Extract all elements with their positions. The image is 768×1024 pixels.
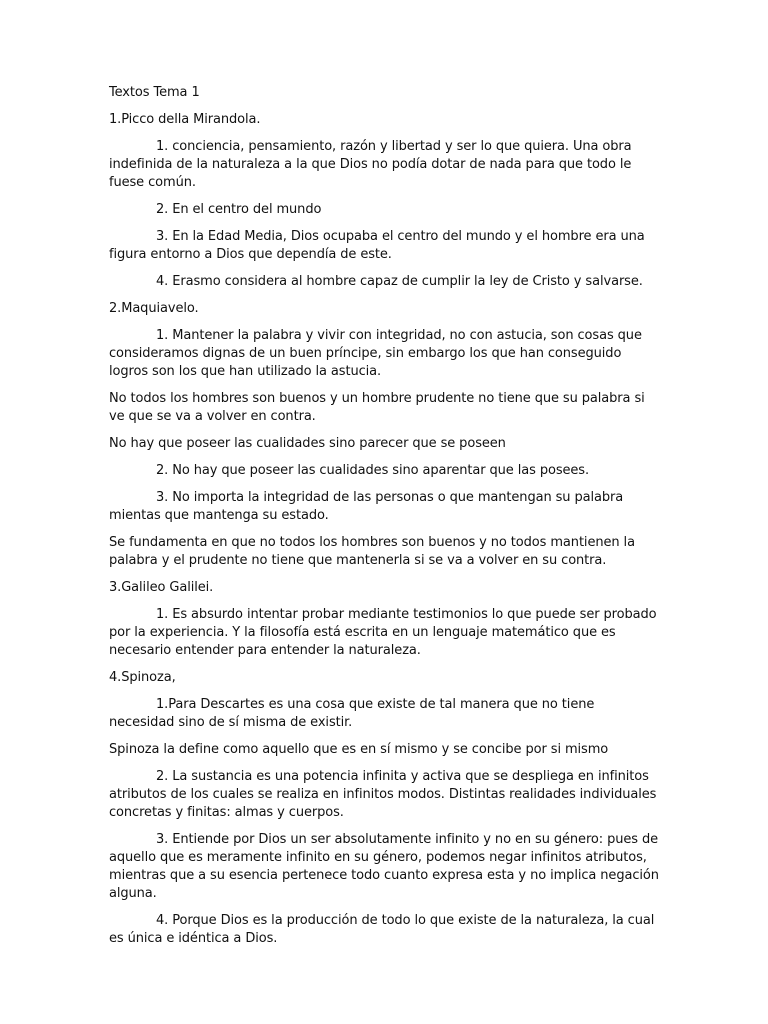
paragraph: No hay que poseer las cualidades sino parecer que se poseen (109, 436, 506, 451)
paragraph: Se fundamenta en que no todos los hombres son buenos y no todos mantienen la palabra y el prudente no tiene que mantenerla si se va a volver en su contra. (109, 535, 635, 568)
document-body (109, 84, 661, 957)
paragraph: 3. Entiende por Dios un ser absolutamente infinito y no en su género: pues de aquello que es meramente infinito en su género, podemos negar infinitos atributos, mientras que a su esencia pertenece todo cuanto expresa esta y no implica negación alguna. (109, 832, 659, 901)
paragraph: 4.Spinoza, (109, 670, 176, 685)
document-title: Textos Tema 1 (109, 85, 200, 100)
paragraph: 2.Maquiavelo. (109, 301, 199, 316)
paragraph: 3. En la Edad Media, Dios ocupaba el centro del mundo y el hombre era una figura entorno a Dios que dependía de este. (109, 229, 645, 262)
paragraph: 1.Picco della Mirandola. (109, 112, 261, 127)
paragraph: 1. Es absurdo intentar probar mediante testimonios lo que puede ser probado por la experiencia. Y la filosofía está escrita en un lenguaje matemático que es necesario entender para entender la naturaleza. (109, 607, 657, 658)
paragraph-list (109, 111, 661, 948)
paragraph: 1. Mantener la palabra y vivir con integridad, no con astucia, son cosas que consideramos dignas de un buen príncipe, sin embargo los que han conseguido logros son los que han utilizado la astucia. (109, 328, 642, 379)
paragraph: 2. No hay que poseer las cualidades sino aparentar que las posees. (156, 463, 590, 478)
paragraph: 1. conciencia, pensamiento, razón y libertad y ser lo que quiera. Una obra indefinida de la naturaleza a la que Dios no podía dotar de nada para que todo le fuese común. (109, 139, 632, 190)
paragraph: 2. En el centro del mundo (156, 202, 322, 217)
paragraph: 1.Para Descartes es una cosa que existe de tal manera que no tiene necesidad sino de sí misma de existir. (109, 697, 595, 730)
paragraph: Spinoza la define como aquello que es en sí mismo y se concibe por si mismo (109, 742, 609, 757)
paragraph: 2. La sustancia es una potencia infinita y activa que se despliega en infinitos atributos de los cuales se realiza en infinitos modos. Distintas realidades individuales concretas y finitas: almas y cuerpos. (109, 769, 657, 820)
paragraph: No todos los hombres son buenos y un hombre prudente no tiene que su palabra si ve que se va a volver en contra. (109, 391, 645, 424)
paragraph: 4. Porque Dios es la producción de todo lo que existe de la naturaleza, la cual es única e idéntica a Dios. (109, 913, 655, 946)
paragraph: 4. Erasmo considera al hombre capaz de cumplir la ley de Cristo y salvarse. (156, 274, 643, 289)
paragraph: 3. No importa la integridad de las personas o que mantengan su palabra mientas que mantenga su estado. (109, 490, 624, 523)
paragraph: 3.Galileo Galilei. (109, 580, 214, 595)
